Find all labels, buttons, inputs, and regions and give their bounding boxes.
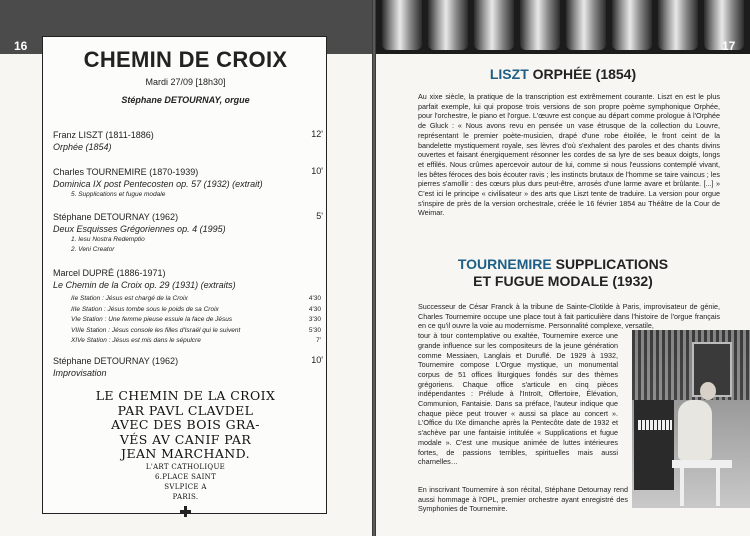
claudel-line: L'ART CATHOLIQUE <box>145 462 226 471</box>
work-title: Improvisation <box>53 368 107 378</box>
duration: 5' <box>316 211 323 221</box>
composer: Charles TOURNEMIRE (1870-1939) <box>53 167 199 177</box>
station-label: VIe Station : Une femme pieuse essuie la face de Jésus <box>71 316 233 323</box>
tournemire-article-end: En inscrivant Tournemire à son récital, Stéphane Detournay rend aussi hommage à l'OPL, premier orchestre ayant enregistré des Symphonies de Tournemire. <box>418 485 628 514</box>
station-duration: 5'30 <box>308 326 321 334</box>
organ-pipe <box>612 0 652 50</box>
station-row <box>53 294 323 305</box>
program-performer: Stéphane DETOURNAY, orgue <box>121 95 250 105</box>
cross-icon <box>180 506 191 517</box>
claudel-line: SVLPICE A <box>164 482 207 491</box>
organ-pipe <box>382 0 422 50</box>
page-number-right: 17 <box>722 39 736 53</box>
duration: 12' <box>311 129 323 139</box>
station-duration: 3'30 <box>308 316 321 323</box>
station-duration: 4'30 <box>308 305 321 313</box>
station-label: VIIIe Station : Jésus console les filles d'Israël qui le suivent <box>71 326 241 334</box>
title-rest: ORPHÉE (1854) <box>528 66 637 82</box>
organ-pipe <box>658 0 698 50</box>
program-item <box>53 355 323 379</box>
movement: 2. Veni Creator <box>71 246 115 253</box>
claudel-line: PARIS. <box>172 492 199 501</box>
title-rest: SUPPLICATIONS <box>551 256 669 272</box>
station-row <box>53 305 323 316</box>
liszt-article-title <box>376 66 750 82</box>
tournemire-at-organ-photo <box>632 330 750 508</box>
program-item <box>53 211 323 255</box>
station-duration: 7' <box>316 337 321 344</box>
station-row <box>53 336 323 347</box>
station-row <box>53 326 323 337</box>
right-page <box>376 0 750 536</box>
work-title: Dominica IX post Pentecosten op. 57 (1932) (extrait) <box>53 179 263 189</box>
concert-program-box <box>42 36 327 514</box>
left-page <box>0 0 372 536</box>
program-item <box>53 267 323 347</box>
organ-pipe <box>474 0 514 50</box>
claudel-line: VÉS AV CANIF PAR <box>119 431 252 447</box>
claudel-title-block <box>43 389 328 521</box>
movement: 1. Iesu Nostra Redemptio <box>71 236 145 243</box>
title-highlight: TOURNEMIRE <box>457 256 552 272</box>
claudel-line: PAR PAVL CLAVDEL <box>117 402 254 418</box>
program-date: Mardi 27/09 [18h30] <box>145 77 226 87</box>
station-label: IIIe Station : Jésus tombe sous le poids de sa Croix <box>71 305 219 313</box>
work-title: Le Chemin de la Croix op. 29 (1931) (extraits) <box>53 280 236 290</box>
composer: Marcel DUPRÉ (1886-1971) <box>53 268 166 278</box>
claudel-line: 6.PLACE SAINT <box>154 472 217 481</box>
program-title: CHEMIN DE CROIX <box>83 47 288 72</box>
claudel-line: AVEC DES BOIS GRA- <box>111 417 260 432</box>
composer: Franz LISZT (1811-1886) <box>53 130 154 140</box>
station-row <box>53 315 323 326</box>
duration: 10' <box>311 166 323 176</box>
station-label: XIVe Station : Jésus est mis dans le sépulcre <box>71 337 201 344</box>
program-item <box>53 129 323 153</box>
tournemire-article-title <box>376 256 750 290</box>
organ-pipe <box>428 0 468 50</box>
body-wrap: tour à tour contemplative ou exaltée, Tournemire exerce une grande influence sur les compositeurs de la jeune génération comme Messiaen, Langlais et Duruflé. De 1929 à 1932, Tournemire compose L'Orgue mystique, un monumental corpus de 51 offices liturgiques fondés sur des thèmes grégoriens. Chaque office s'articule en cinq pièces indépendantes : Prélude à l'Introït, Offertoire, Élévation, Communion, Fantaisie. Dans sa préface, l'auteur indique que chaque pièce peut trouver « aussi sa place au concert ». L'Office du IXe dimanche après la Pentecôte date de 1932 et s'achève par une fantaisie intitulée « Supplications et fugue modale ». C'est une musique animée de luttes intérieures fortes, de passions terribles, spirituelles mais aussi charnelles… <box>418 331 618 467</box>
title-highlight: LISZT <box>489 66 529 82</box>
movement: 5. Supplications et fugue modale <box>71 191 166 198</box>
organ-pipes-header-photo <box>376 0 750 54</box>
organ-pipe <box>520 0 560 50</box>
work-title: Orphée (1854) <box>53 142 112 152</box>
liszt-article-body: Au xixe siècle, la pratique de la transcription est extrêmement courante. Liszt en est le plus parfait exemple, lui qui propose trois versions de son propre poème symphonique Orphée, pour l'orchestre, le piano et l'orgue. L'œuvre est conçue au départ comme prologue à l'Orphée de Gluck : « Nous avons revu en pensée un vase étrusque de la collection du Louvre, représentant le premier poète-musicien, drapé d'une robe étoilée, le front ceint de la bandelette mystiquement royale, ses lèvres d'où s'exhalent des paroles et des chants divins ouvertes et faisant énergiquement résonner les cordes de sa lyre de ses beaux doigts, longs et effilés. Nous crûmes apercevoir autour de lui, comme si nous l'eussions contemplé vivant, les bêtes féroces des bois écouter ravis ; les instincts brutaux de l'homme se taire vaincus ; les pierres s'amollir : des cœurs plus durs peut-être, arrosés d'une larme avare et brûlante. [...] » C'est ici le principe « civilisateur » des arts que Liszt tente de traduire. La version pour orgue s'inspire de près de la version orchestrale, créée le 16 février 1854 au Théâtre de la Cour de Weimar. <box>418 92 720 218</box>
body-lead: Successeur de César Franck à la tribune de Sainte-Clotilde à Paris, improvisateur de génie, Charles Tournemire occupe une place tout à fait particulière dans l'histoire de l'orgue français en ce qu'il ouvre la voie au modernisme. Personnalité complexe, versatile, <box>418 302 720 331</box>
duration: 10' <box>311 355 323 365</box>
station-duration: 4'30 <box>308 295 321 302</box>
station-label: IIe Station : Jésus est chargé de la Croix <box>71 295 188 302</box>
program-item <box>53 166 323 200</box>
claudel-line: JEAN MARCHAND. <box>121 446 250 461</box>
claudel-line: LE CHEMIN DE LA CROIX <box>95 388 276 403</box>
title-line-2: ET FUGUE MODALE (1932) <box>473 273 653 289</box>
work-title: Deux Esquisses Grégoriennes op. 4 (1995) <box>53 224 226 234</box>
composer: Stéphane DETOURNAY (1962) <box>53 212 179 222</box>
composer: Stéphane DETOURNAY (1962) <box>53 356 179 366</box>
page-number-left: 16 <box>14 39 28 53</box>
organ-pipe <box>566 0 606 50</box>
